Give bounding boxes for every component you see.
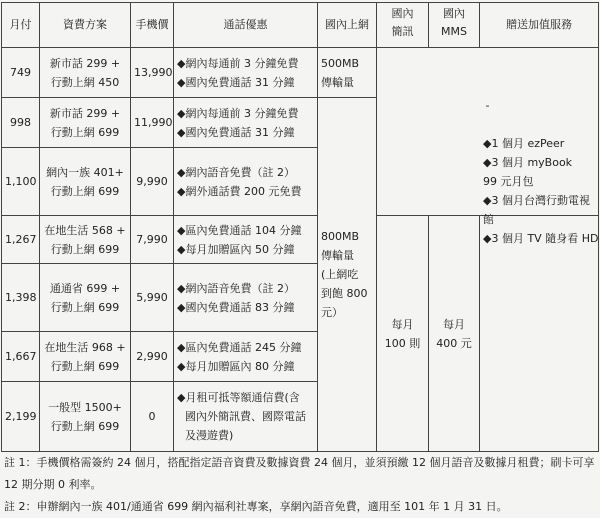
data-line: 傳輸量	[321, 75, 354, 89]
header-monthly: 月付	[2, 3, 40, 48]
gift-line: ◆1 個月 ezPeer	[483, 137, 565, 150]
price-cell: 2,990	[131, 332, 174, 382]
offer-line: ◆網內每通前 3 分鐘免費	[177, 56, 299, 70]
header-plan: 資費方案	[40, 3, 131, 48]
price-cell: 7,990	[131, 216, 174, 264]
monthly-cell: 1,398	[2, 264, 40, 332]
monthly-cell: 1,100	[2, 148, 40, 216]
monthly-cell: 998	[2, 98, 40, 148]
offer-line: ◆網內語音免費（註 2）	[177, 281, 295, 295]
monthly-cell: 1,267	[2, 216, 40, 264]
offer-line: ◆區內免費通話 104 分鐘	[177, 223, 302, 237]
offer-cell	[174, 382, 318, 452]
gift-line: ◆3 個月台灣行動電視	[483, 194, 590, 207]
footnotes	[4, 452, 598, 518]
plan-cell: 新市話 299 + 行動上網 450	[40, 48, 131, 98]
data-line: 元）	[321, 306, 343, 319]
sms-line: 100 則	[384, 336, 421, 350]
sms-cell	[377, 216, 429, 452]
monthly-cell: 2,199	[2, 382, 40, 452]
offer-line: ◆網內每通前 3 分鐘免費	[177, 106, 299, 120]
footnote-2: 註 2：申辦網內一族 401/通通省 699 網內福利社專案，享網內語音免費，適用至 101 年 1 月 31 日。	[4, 500, 508, 513]
sms-line: 每月	[391, 317, 414, 331]
footnote-1: 註 1：手機價格需簽約 24 個月，搭配指定語音資費及數據資費 24 個月，並須預繳 12 個月語音及數據月租費；刷卡可享 12 期分期 0 利率。	[4, 456, 595, 491]
offer-line: 國內外簡訊費、國際電話	[185, 410, 306, 423]
table-row	[2, 48, 599, 98]
gift-line: ◆3 個月 TV 隨身看 HD	[483, 232, 599, 245]
price-cell: 5,990	[131, 264, 174, 332]
header-mms: 國內 MMS	[429, 3, 480, 48]
monthly-cell: 749	[2, 48, 40, 98]
gift-cell	[480, 137, 599, 452]
offer-line: ◆每月加贈區內 50 分鐘	[177, 242, 295, 256]
offer-line: ◆國內免費通話 83 分鐘	[177, 300, 295, 314]
price-cell: 13,990	[131, 48, 174, 98]
gift-line: ◆3 個月 myBook	[483, 156, 573, 169]
price-cell: 11,990	[131, 98, 174, 148]
plan-table	[1, 2, 599, 452]
gift-line: 館	[483, 213, 494, 226]
mms-line: 400 元	[436, 336, 472, 350]
price-cell: 9,990	[131, 148, 174, 216]
plan-cell: 通通省 699 + 行動上網 699	[40, 264, 131, 332]
offer-cell	[174, 216, 318, 264]
data-line: 到飽 800	[321, 287, 368, 300]
offer-line: ◆網內語音免費（註 2）	[177, 165, 295, 179]
header-data: 國內上網	[318, 3, 377, 48]
offer-cell	[174, 332, 318, 382]
offer-line: ◆月租可抵等額通信費(含	[177, 391, 300, 404]
plan-cell: 在地生活 568 + 行動上網 699	[40, 216, 131, 264]
data-line: 500MB	[321, 56, 360, 70]
header-offer: 通話優惠	[174, 3, 318, 48]
header-price: 手機價	[131, 3, 174, 48]
data-line: 傳輸量	[321, 249, 354, 262]
offer-line: ◆國內免費通話 31 分鐘	[177, 125, 295, 139]
offer-line: ◆國內免費通話 31 分鐘	[177, 75, 295, 89]
header-gift: 贈送加值服務	[480, 3, 599, 48]
plan-cell: 網內一族 401+ 行動上網 699	[40, 148, 131, 216]
header-sms: 國內 簡訊	[377, 3, 429, 48]
offer-line: ◆區內免費通話 245 分鐘	[177, 340, 302, 354]
offer-line: 及漫遊費)	[185, 429, 234, 442]
offer-cell	[174, 264, 318, 332]
mms-cell	[429, 216, 480, 452]
plan-cell: 一般型 1500+ 行動上網 699	[40, 382, 131, 452]
plan-cell: 在地生活 968 + 行動上網 699	[40, 332, 131, 382]
data-line: (上網吃	[321, 268, 359, 281]
data-line: 800MB	[321, 230, 360, 243]
offer-cell	[174, 148, 318, 216]
price-cell: 0	[131, 382, 174, 452]
offer-cell	[174, 98, 318, 148]
monthly-cell: 1,667	[2, 332, 40, 382]
offer-cell	[174, 48, 318, 98]
data-cell	[318, 98, 377, 452]
gift-line: 99 元月包	[483, 175, 534, 188]
offer-line: ◆網外通話費 200 元免費	[177, 184, 302, 198]
mms-line: 每月	[443, 317, 465, 331]
offer-line: ◆每月加贈區內 80 分鐘	[177, 359, 295, 373]
dash-text: -	[485, 99, 490, 112]
data-cell	[318, 48, 377, 98]
plan-cell: 新市話 299 + 行動上網 699	[40, 98, 131, 148]
header-row	[2, 3, 599, 48]
table-row	[2, 216, 599, 264]
